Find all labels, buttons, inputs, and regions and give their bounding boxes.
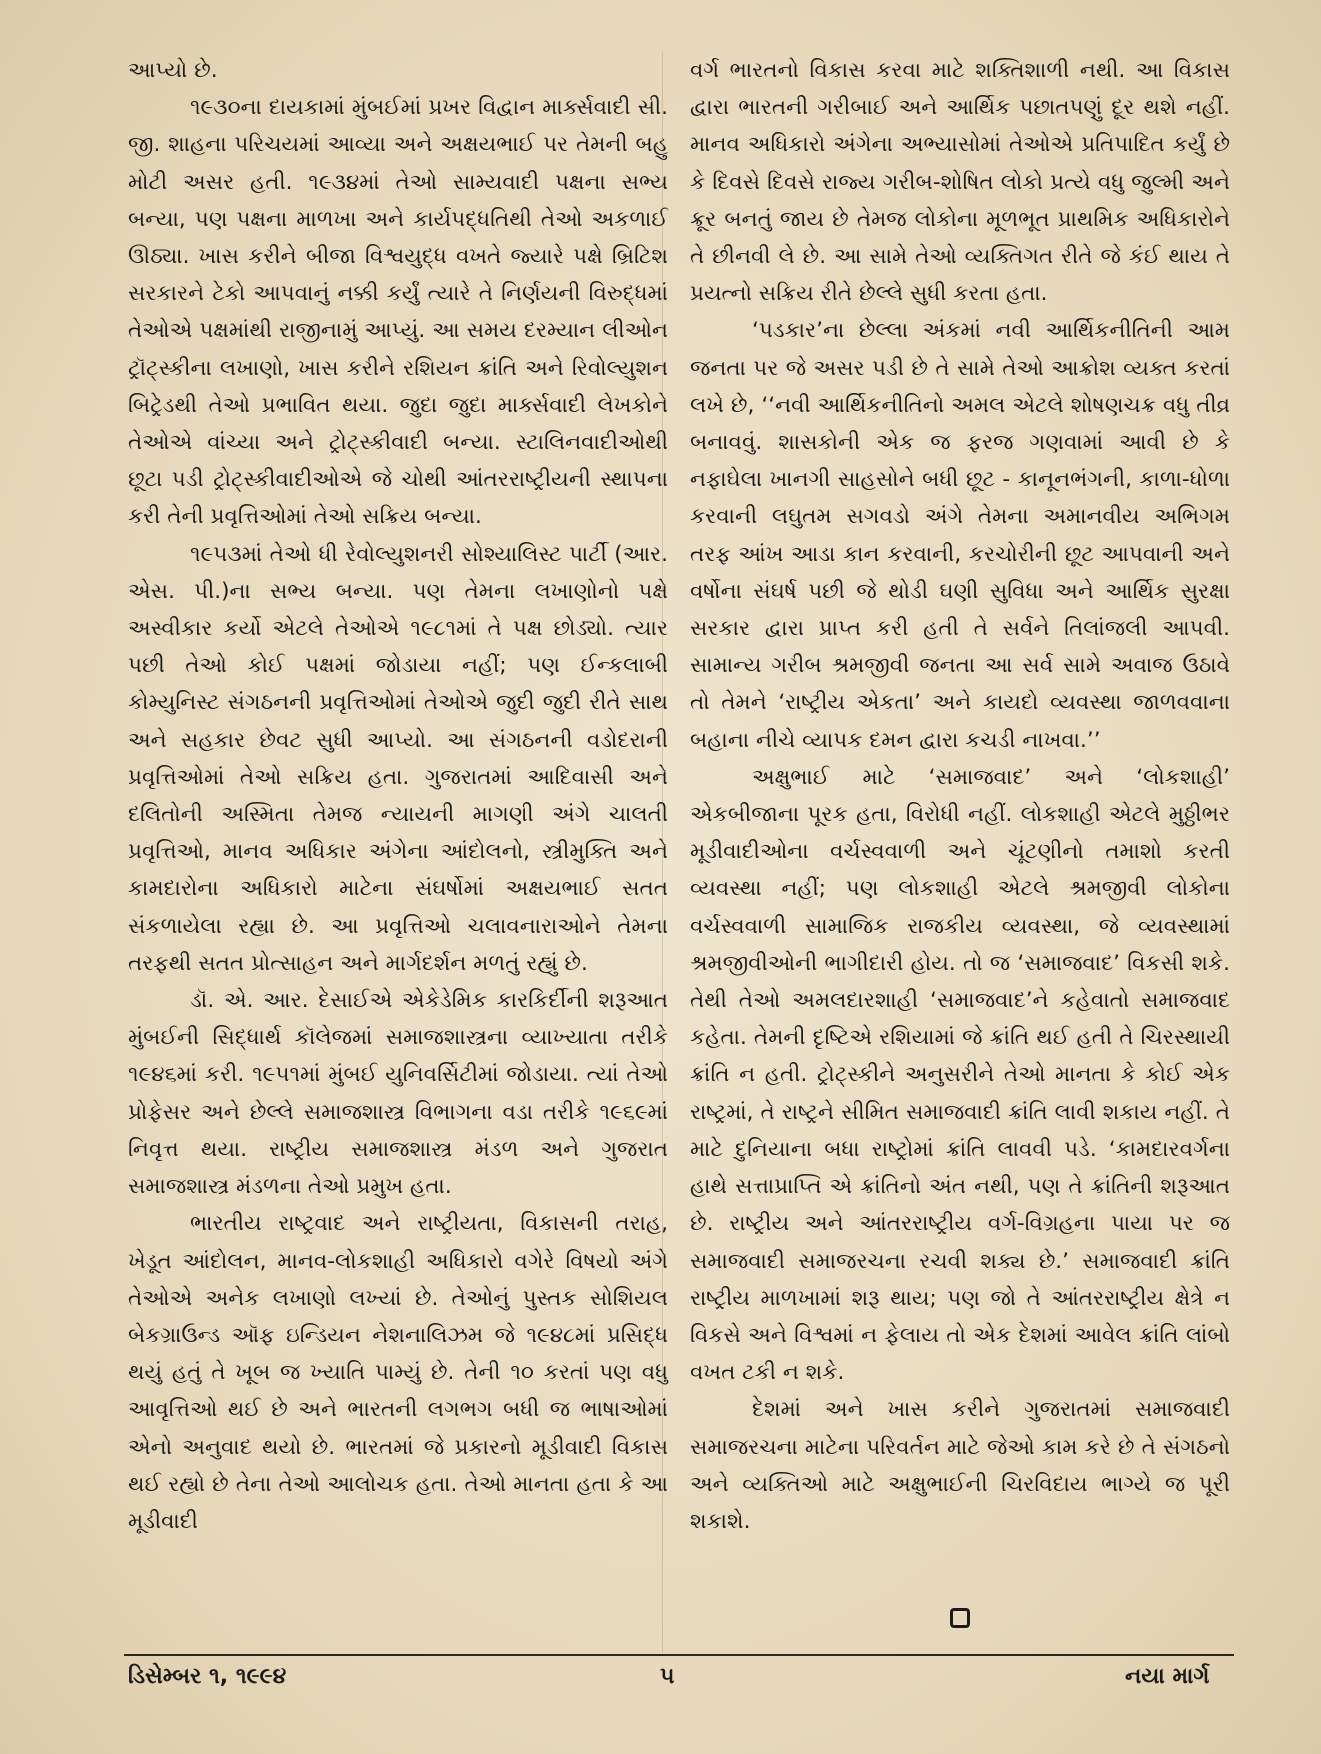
paragraph: ‘પડકાર’ના છેલ્લા અંકમાં નવી આર્થિકનીતિની આમ જનતા પર જે અસર પડી છે તે સામે તેઓ આક્રોશ વ્યક્ત કરતાં લખે છે, ‘‘નવી આર્થિકનીતિનો અમલ એટલે શોષણચક્ર વધુ તીવ્ર બનાવવું. શાસકોની એક જ ફરજ ગણવામાં આવી છે કે નફાઘેલા ખાનગી સાહસોને બધી છૂટ - કાનૂનભંગની, કાળા-ધોળા કરવાની લઘુતમ સગવડો અંગે તેમના અમાનવીય અભિગમ તરફ આંખ આડા કાન કરવાની, કરચોરીની છૂટ આપવાની અને વર્ષોના સંઘર્ષ પછી જે થોડી ઘણી સુવિધા અને આર્થિક સુરક્ષા સરકાર દ્વારા પ્રાપ્ત કરી હતી તે સર્વને તિલાંજલી આપવી. સામાન્ય ગરીબ શ્રમજીવી જનતા આ સર્વ સામે અવાજ ઉઠાવે તો તેમને ‘રાષ્ટ્રીય એકતા’ અને કાયદો વ્યવસ્થા જાળવવાના બહાના નીચે વ્યાપક દમન દ્વારા કચડી નાખવા.’’ [690,318,1230,753]
footer-rule [124,1654,1234,1656]
column-divider [662,52,663,1652]
paragraph: ડૉ. એ. આર. દેસાઈએ એકેડેમિક કારકિર્દીની શરૂઆત મુંબઈની સિદ્ધાર્થ કૉલેજમાં સમાજશાસ્ત્રના વ્યાખ્યાતા તરીકે ૧૯૪૬માં કરી. ૧૯૫૧માં મુંબઈ યુનિવર્સિટીમાં જોડાયા. ત્યાં તેઓ પ્રોફેસર અને છેલ્લે સમાજશાસ્ત્ર વિભાગના વડા તરીકે ૧૯૬૯માં નિવૃત્ત થયા. રાષ્ટ્રીય સમાજશાસ્ત્ર મંડળ અને ગુજરાત સમાજશાસ્ત્ર મંડળના તેઓ પ્રમુખ હતા. [128,988,668,1200]
footer-publication-name: નયા માર્ગ [1125,1664,1210,1689]
footer-date: ડિસેમ્બર ૧, ૧૯૯૪ [128,1664,287,1689]
right-column [690,52,1230,1540]
paragraph: ભારતીય રાષ્ટ્રવાદ અને રાષ્ટ્રીયતા, વિકાસની તરાહ, ખેડૂત આંદોલન, માનવ-લોકશાહી અધિકારો વગેરે વિષયો અંગે તેઓએ અનેક લખાણો લખ્યાં છે. તેઓનું પુસ્તક સોશિયલ બેકગ્રાઉન્ડ ઑફ ઇન્ડિયન નેશનાલિઝમ જે ૧૯૪૮માં પ્રસિદ્ધ થયું હતું તે ખૂબ જ ખ્યાતિ પામ્યું છે. તેની ૧૦ કરતાં પણ વધુ આવૃત્તિઓ થઈ છે અને ભારતની લગભગ બધી જ ભાષાઓમાં એનો અનુવાદ થયો છે. ભારતમાં જે પ્રકારનો મૂડીવાદી વિકાસ થઈ રહ્યો છે તેના તેઓ આલોચક હતા. તેઓ માનતા હતા કે આ મૂડીવાદી [128,1211,668,1534]
footer-page-number: ૫ [660,1664,675,1689]
paragraph: દેશમાં અને ખાસ કરીને ગુજરાતમાં સમાજવાદી સમાજરચના માટેના પરિવર્તન માટે જેઓ કામ કરે છે તે સંગઠનો અને વ્યક્તિઓ માટે અક્ષુભાઈની ચિરવિદાય ભાગ્યે જ પૂરી શકાશે. [690,1397,1230,1534]
paragraph: અક્ષુભાઈ માટે ‘સમાજવાદ’ અને ‘લોકશાહી’ એકબીજાના પૂરક હતા, વિરોધી નહીં. લોકશાહી એટલે મુઠ્ઠીભર મૂડીવાદીઓના વર્ચસ્વવાળી અને ચૂંટણીનો તમાશો કરતી વ્યવસ્થા નહીં; પણ લોકશાહી એટલે શ્રમજીવી લોકોના વર્ચસ્વવાળી સામાજિક રાજકીય વ્યવસ્થા, જે વ્યવસ્થામાં શ્રમજીવીઓની ભાગીદારી હોય. તો જ ‘સમાજવાદ’ વિકસી શકે. તેથી તેઓ અમલદારશાહી ‘સમાજવાદ’ને કહેવાતો સમાજવાદ કહેતા. તેમની દૃષ્ટિએ રશિયામાં જે ક્રાંતિ થઈ હતી તે ચિરસ્થાયી ક્રાંતિ ન હતી. ટ્રોટ્સ્કીને અનુસરીને તેઓ માનતા કે કોઈ એક રાષ્ટ્રમાં, તે રાષ્ટ્રને સીમિત સમાજવાદી ક્રાંતિ લાવી શકાય નહીં. તે માટે દુનિયાના બધા રાષ્ટ્રોમાં ક્રાંતિ લાવવી પડે. ‘કામદારવર્ગના હાથે સત્તાપ્રાપ્તિ એ ક્રાંતિનો અંત નથી, પણ તે ક્રાંતિની શરૂઆત છે. રાષ્ટ્રીય અને આંતરરાષ્ટ્રીય વર્ગ-વિગ્રહના પાયા પર જ સમાજવાદી સમાજરચના રચવી શક્ય છે.’ સમાજવાદી ક્રાંતિ રાષ્ટ્રીય માળખામાં શરૂ થાય; પણ જો તે આંતરરાષ્ટ્રીય ક્ષેત્રે ન વિકસે અને વિશ્વમાં ન ફેલાય તો એક દેશમાં આવેલ ક્રાંતિ લાંબો વખત ટકી ન શકે. [690,764,1230,1386]
left-column [128,52,668,1540]
paragraph: ૧૯૩૦ના દાયકામાં મુંબઈમાં પ્રખર વિદ્વાન માર્ક્સવાદી સી. જી. શાહના પરિચયમાં આવ્યા અને અક્ષયભાઈ પર તેમની બહુ મોટી અસર હતી. ૧૯૩૪માં તેઓ સામ્યવાદી પક્ષના સભ્ય બન્યા, પણ પક્ષના માળખા અને કાર્યપદ્ધતિથી તેઓ અકળાઈ ઊઠ્યા. ખાસ કરીને બીજા વિશ્વયુદ્ધ વખતે જ્યારે પક્ષે બ્રિટિશ સરકારને ટેકો આપવાનું નક્કી કર્યું ત્યારે તે નિર્ણયની વિરુદ્ધમાં તેઓએ પક્ષમાંથી રાજીનામું આપ્યું. આ સમય દરમ્યાન લીઓન ટ્રૉટ્સ્કીના લખાણો, ખાસ કરીને રશિયન ક્રાંતિ અને રિવોલ્યુશન બિટ્રેડથી તેઓ પ્રભાવિત થયા. જુદા જુદા માર્ક્સવાદી લેખકોને તેઓએ વાંચ્યા અને ટ્રોટ્સ્કીવાદી બન્યા. સ્ટાલિનવાદીઓથી છૂટા પડી ટ્રોટ્સ્કીવાદીઓએ જે ચોથી આંતરરાષ્ટ્રીયની સ્થાપના કરી તેની પ્રવૃત્તિઓમાં તેઓ સક્રિય બન્યા. [128,95,668,530]
end-of-article-icon [950,1608,970,1628]
paragraph: વર્ગ ભારતનો વિકાસ કરવા માટે શક્તિશાળી નથી. આ વિકાસ દ્વારા ભારતની ગરીબાઈ અને આર્થિક પછાતપણું દૂર થશે નહીં. માનવ અધિકારો અંગેના અભ્યાસોમાં તેઓએ પ્રતિપાદિત કર્યું છે કે દિવસે દિવસે રાજ્ય ગરીબ-શોષિત લોકો પ્રત્યે વધુ જુલ્મી અને ક્રૂર બનતું જાય છે તેમજ લોકોના મૂળભૂત પ્રાથમિક અધિકારોને તે છીનવી લે છે. આ સામે તેઓ વ્યક્તિગત રીતે જે કંઈ થાય તે પ્રયત્નો સક્રિય રીતે છેલ્લે સુધી કરતા હતા. [690,58,1230,307]
paragraph: આપ્યો છે. [128,58,218,83]
paragraph: ૧૯૫૩માં તેઓ ધી રેવોલ્યુશનરી સોશ્યાલિસ્ટ પાર્ટી (આર. એસ. પી.)ના સભ્ય બન્યા. પણ તેમના લખાણોનો પક્ષે અસ્વીકાર કર્યો એટલે તેઓએ ૧૯૮૧માં તે પક્ષ છોડ્યો. ત્યાર પછી તેઓ કોઈ પક્ષમાં જોડાયા નહીં; પણ ઈન્કલાબી કોમ્યુનિસ્ટ સંગઠનની પ્રવૃત્તિઓમાં તેઓએ જુદી જુદી રીતે સાથ અને સહકાર છેવટ સુધી આપ્યો. આ સંગઠનની વડોદરાની પ્રવૃત્તિઓમાં તેઓ સક્રિય હતા. ગુજરાતમાં આદિવાસી અને દલિતોની અસ્મિતા તેમજ ન્યાયની માગણી અંગે ચાલતી પ્રવૃત્તિઓ, માનવ અધિકાર અંગેના આંદોલનો, સ્ત્રીમુક્તિ અને કામદારોના અધિકારો માટેના સંઘર્ષોમાં અક્ષયભાઈ સતત સંકળાયેલા રહ્યા છે. આ પ્રવૃત્તિઓ ચલાવનારાઓને તેમના તરફથી સતત પ્રોત્સાહન અને માર્ગદર્શન મળતું રહ્યું છે. [128,541,668,976]
